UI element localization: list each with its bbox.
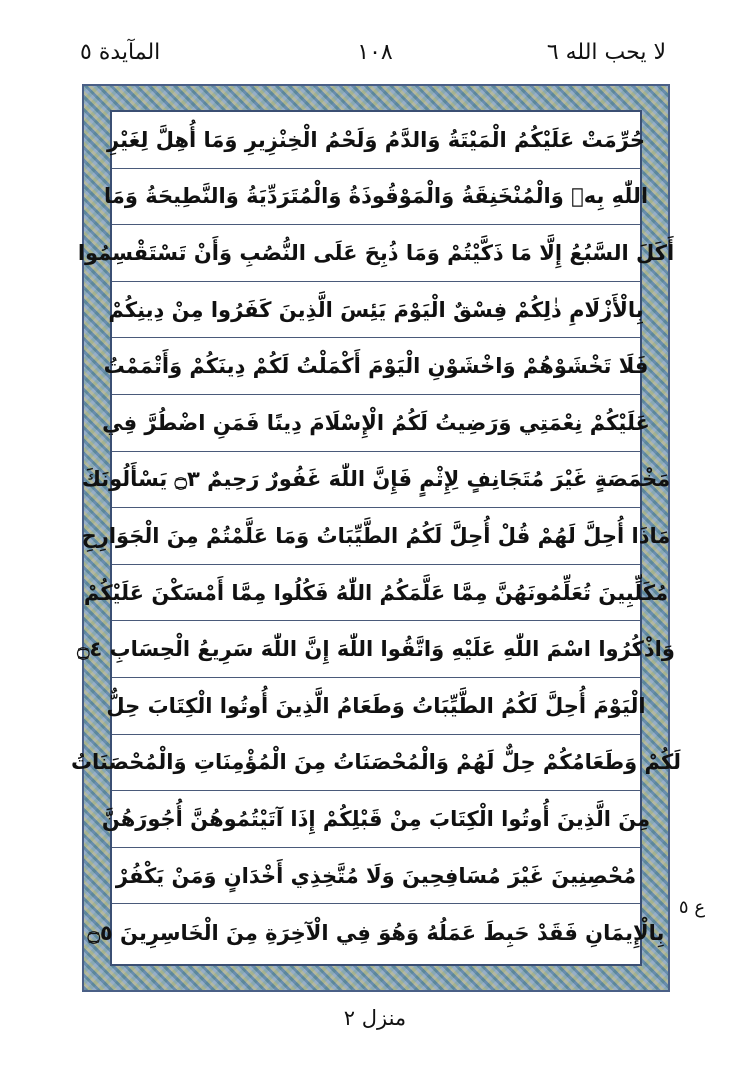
verse-line: بِالْإِيمَانِ فَقَدْ حَبِطَ عَمَلُهُ وَهُوَ فِي الْآخِرَةِ مِنَ الْخَاسِرِينَ ۝٥ xyxy=(87,920,665,945)
verse-line: مُكَلِّبِينَ تُعَلِّمُونَهُنَّ مِمَّا عَلَّمَكُمُ اللّٰهُ فَكُلُوا مِمَّا أَمْسَكْنَ عَلَيْكُمْ xyxy=(112,565,640,622)
verse-line: بِالْأَزْلَامِ ذٰلِكُمْ فِسْقٌ الْيَوْمَ يَئِسَ الَّذِينَ كَفَرُوا مِنْ دِينِكُمْ xyxy=(112,282,640,339)
text-panel xyxy=(70,110,682,966)
verse-line: مُحْصِنِينَ غَيْرَ مُسَافِحِينَ وَلَا مُتَّخِذِي أَخْدَانٍ وَمَنْ يَكْفُرْ xyxy=(112,848,640,905)
manzil-footer: منزل ٢ xyxy=(343,1006,407,1030)
verse-line: حُرِّمَتْ عَلَيْكُمُ الْمَيْتَةُ وَالدَّمُ وَلَحْمُ الْخِنْزِيرِ وَمَا أُهِلَّ لِغَيْرِ xyxy=(112,112,640,169)
verse-lines xyxy=(70,112,682,964)
verse-line: لَكُمْ وَطَعَامُكُمْ حِلٌّ لَهُمْ وَالْمُحْصَنَاتُ مِنَ الْمُؤْمِنَاتِ وَالْمُحْصَنَاتُ xyxy=(112,735,640,792)
verse-line: مَخْمَصَةٍ غَيْرَ مُتَجَانِفٍ لِإِثْمٍ فَإِنَّ اللّٰهَ غَفُورٌ رَحِيمٌ ۝٣ يَسْأَلُونَكَ xyxy=(112,452,640,509)
surah-name: المآيدة ٥ xyxy=(80,40,161,65)
page-number: ١٠٨ xyxy=(357,40,393,65)
verse-line: وَاذْكُرُوا اسْمَ اللّٰهِ عَلَيْهِ وَاتَّقُوا اللّٰهَ إِنَّ اللّٰهَ سَرِيعُ الْحِسَابِ ۝٤ xyxy=(112,621,640,678)
ruku-marker: ع ٥ xyxy=(678,897,706,918)
verse-line: فَلَا تَخْشَوْهُمْ وَاخْشَوْنِ الْيَوْمَ أَكْمَلْتُ لَكُمْ دِينَكُمْ وَأَتْمَمْتُ xyxy=(112,338,640,395)
verse-line: الْيَوْمَ أُحِلَّ لَكُمُ الطَّيِّبَاتُ وَطَعَامُ الَّذِينَ أُوتُوا الْكِتَابَ حِلٌّ xyxy=(112,678,640,735)
verse-line: عَلَيْكُمْ نِعْمَتِي وَرَضِيتُ لَكُمُ الْإِسْلَامَ دِينًا فَمَنِ اضْطُرَّ فِي xyxy=(112,395,640,452)
page-header xyxy=(0,34,750,74)
verse-line: اللّٰهِ بِهٖ وَالْمُنْخَنِقَةُ وَالْمَوْقُوذَةُ وَالْمُتَرَدِّيَةُ وَالنَّطِيحَةُ وَمَا xyxy=(112,169,640,226)
decorative-border xyxy=(70,84,682,992)
verse-line: مِنَ الَّذِينَ أُوتُوا الْكِتَابَ مِنْ قَبْلِكُمْ إِذَا آتَيْتُمُوهُنَّ أُجُورَهُنَّ xyxy=(112,791,640,848)
verse-line: مَاذَا أُحِلَّ لَهُمْ قُلْ أُحِلَّ لَكُمُ الطَّيِّبَاتُ وَمَا عَلَّمْتُمْ مِنَ الْجَوَارِحِ xyxy=(112,508,640,565)
juz-name: لا يحب الله ٦ xyxy=(546,40,666,65)
verse-line: أَكَلَ السَّبُعُ إِلَّا مَا ذَكَّيْتُمْ وَمَا ذُبِحَ عَلَى النُّصُبِ وَأَنْ تَسْتَقْسِمُوا xyxy=(112,225,640,282)
